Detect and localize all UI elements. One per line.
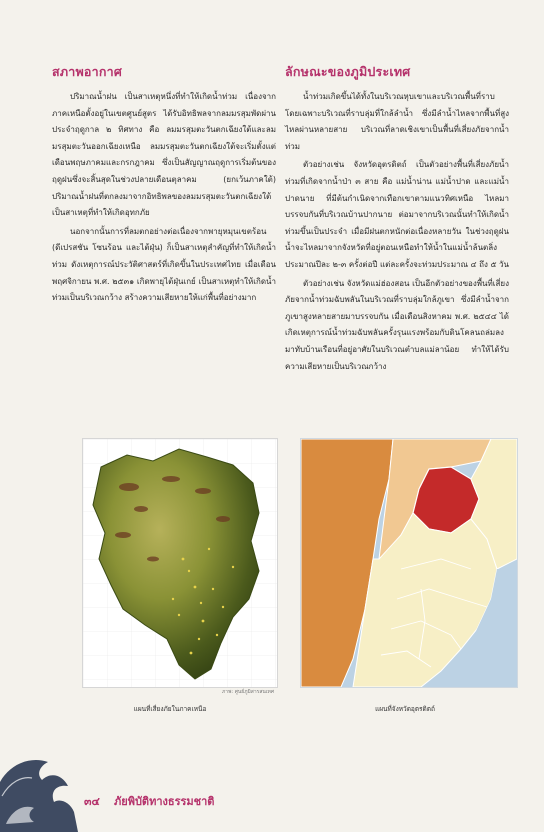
figure-province-map [300, 438, 518, 713]
right-column [285, 62, 509, 375]
section-heading-weather: สภาพอากาศ [52, 64, 122, 79]
left-column [52, 62, 276, 307]
body-paragraph: ตัวอย่างเช่น จังหวัดอุตรดิตถ์ เป็นตัวอย่างพื้นที่เสี่ยงภัยน้ำท่วมที่เกิดจากน้ำป่า ๓ สาย คือ แม่น้ำน่าน แม่น้ำปาด และแม่น้ำปาดนาย ที่มีต้นกำเนิดจากเทือกเขาตามแนวทิศเหนือ ไหลมาบรรจบกันที่บริเวณบ้านปากนาย ต่อมาจากบริเวณนั้นทำให้เกิดน้ำท่วมขึ้นเป็นประจำ เมื่อมีฝนตกหนักต่อเนื่องหลายวัน ในช่วงฤดูฝนน้ำจะไหลมาจากจังหวัดที่อยู่ตอนเหนือทำให้น้ำในแม่น้ำล้นตลิ่งประมาณปีละ ๒-๓ ครั้งต่อปี แต่ละครั้งจะท่วมประมาณ ๔ ถึง ๕ วัน [285, 160, 510, 269]
page-number: ๓๔ [84, 795, 100, 808]
province-map-image [301, 439, 517, 687]
map-frame [300, 438, 518, 688]
map-frame [82, 438, 278, 688]
body-paragraph: น้ำท่วมเกิดขึ้นได้ทั้งในบริเวณหุบเขาและบริเวณพื้นที่ราบ โดยเฉพาะบริเวณที่ราบลุ่มที่ใกล้ลำน้ำ ซึ่งมีลำน้ำไหลจากพื้นที่สูงไหลผ่านหลายสาย บริเวณที่ลาดเชิงเขาเป็นพื้นที่เสี่ยงภัยจากน้ำท่วม [285, 92, 509, 151]
figure-caption: แผนที่จังหวัดอุตรดิตถ์ [375, 705, 435, 713]
figure-caption: แผนที่เสี่ยงภัยในภาคเหนือ [133, 705, 207, 713]
terrain-map-image [83, 439, 277, 687]
figure-terrain-map [82, 438, 278, 713]
section-heading-topography: ลักษณะของภูมิประเทศ [285, 64, 411, 79]
body-paragraph: ปริมาณน้ำฝน เป็นสาเหตุหนึ่งที่ทำให้เกิดน้ำท่วม เนื่องจากภาคเหนือตั้งอยู่ในเขตศูนย์สูตร ได้รับอิทธิพลจากลมมรสุมพัดผ่านประจำฤดูกาล ๒ ทิศทาง คือ ลมมรสุมตะวันตกเฉียงใต้และลมมรสุมตะวันออกเฉียงเหนือ ลมมรสุมตะวันตกเฉียงใต้จะเริ่มตั้งแต่เดือนพฤษภาคมและกรกฎาคม ซึ่งเป็นสัญญาณฤดูการเริ่มต้นของฤดูฝนซึ่งจะสิ้นสุดในช่วงปลายเดือนตุลาคม (ยกเว้นภาคใต้) ปริมาณน้ำฝนที่ตกลงมาจากอิทธิพลของลมมรสุมตะวันตกเฉียงใต้เป็นสาเหตุที่ทำให้เกิดอุทกภัย [52, 92, 276, 218]
map-credit: ภาพ: ศูนย์ภูมิสารสนเทศ [222, 689, 274, 695]
running-title: ภัยพิบัติทางธรรมชาติ [114, 795, 215, 808]
body-paragraph: นอกจากนั้นการที่ลมตกอย่างต่อเนื่องจากพายุหมุนเขตร้อน (ดีเปรสชัน โซนร้อน และไต้ฝุ่น) ก็เป็นสาเหตุสำคัญที่ทำให้เกิดน้ำท่วม ดังเหตุการณ์ประวัติศาสตร์ที่เกิดขึ้นในประเทศไทย เมื่อเดือนพฤศจิกายน พ.ศ. ๒๕๓๑ เกิดพายุไต้ฝุ่นเกย์ เป็นสาเหตุทำให้เกิดน้ำท่วมเป็นบริเวณกว้าง สร้างความเสียหายให้แก่พื้นที่อย่างมาก [52, 226, 276, 303]
body-paragraph: ตัวอย่างเช่น จังหวัดแม่ฮ่องสอน เป็นอีกตัวอย่างของพื้นที่เสี่ยงภัยจากน้ำท่วมฉับพลันในบริเวณที่ราบลุ่มใกล้ภูเขา ซึ่งมีลำน้ำจากภูเขาสูงหลายสายมาบรรจบกัน เมื่อเดือนสิงหาคม พ.ศ. ๒๕๔๔ ได้เกิดเหตุการณ์น้ำท่วมฉับพลันครั้งรุนแรงพร้อมกับดินโคลนถล่มลงมาทับบ้านเรือนที่อยู่อาศัยในบริเวณตำบลแม่ลาน้อย ทำให้ได้รับความเสียหายเป็นบริเวณกว้าง [285, 278, 509, 371]
wave-illustration [0, 752, 78, 832]
